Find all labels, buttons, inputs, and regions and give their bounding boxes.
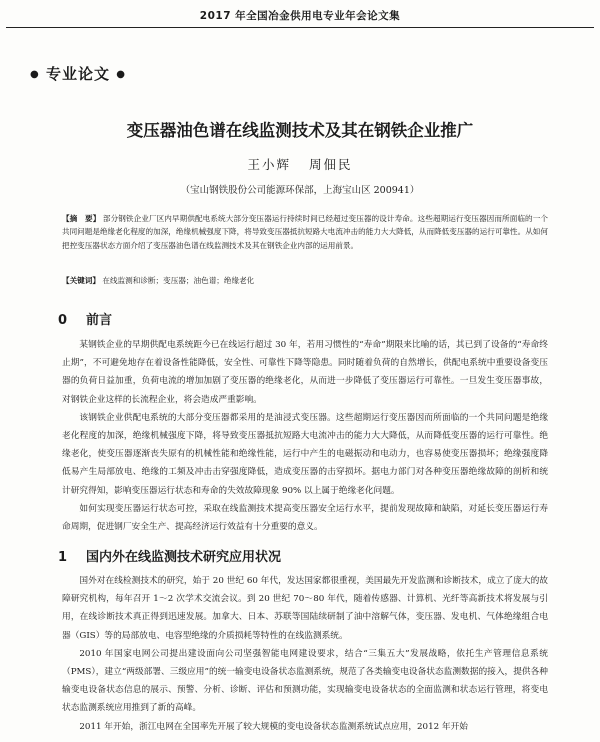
keywords-text: 在线监测和诊断；变压器；油色谱；绝缘老化 <box>102 276 255 285</box>
section-banner <box>30 63 126 84</box>
paper-title: 变压器油色谱在线监测技术及其在钢铁企业推广 <box>126 121 474 140</box>
header-rule <box>6 27 594 28</box>
section-number: 1 <box>58 550 68 565</box>
paragraph: 国外对在线检测技术的研究，始于 20 世纪 60 年代，发达国家都很重视，美国最先开发监测和诊断技术，成立了庞大的故障研究机构，每年召开 1～2 次学术交流会议。到 20 世纪 70～80 年代，随着传感器、计算机、光纤等高新技术将发展与引用，在线诊断技术真正得到迅速发展。加拿大、日本、苏联等国陆续研制了油中溶解气体，变压器、发电机、气体绝缘组合电器（GIS）等的局部放电、电容型绝缘的介质损耗等特性的在线监测系统。 <box>62 576 548 641</box>
authors <box>0 155 600 173</box>
author: 周佃民 <box>309 157 353 172</box>
section-banner-label: 专业论文 <box>45 65 110 83</box>
section-heading <box>58 546 281 565</box>
abstract <box>62 212 548 252</box>
bullet-right-icon: ● <box>116 69 126 80</box>
running-header: 2017 年全国冶金供用电专业年会论文集 <box>199 10 401 22</box>
keywords-label: 【关键词】 <box>62 276 100 285</box>
section-body <box>62 336 548 536</box>
paragraph: 如何实现变压器运行状态可控，采取在线监测技术提高变压器安全运行水平，提前发现故障和缺陷，对延长变压器运行寿命周期，促进钢厂安全生产、提高经济运行效益有十分重要的意义。 <box>62 503 548 533</box>
section-title: 前言 <box>86 313 113 328</box>
section-heading <box>58 309 112 328</box>
section-title: 国内外在线监测技术研究应用状况 <box>86 550 282 565</box>
paragraph: 2010 年国家电网公司提出建设面向公司坚强智能电网建设要求，结合“三集五大”发展战略，依托生产管理信息系统（PMS），建立“两级部署、三级应用”的统一输变电设备状态监测系统，规范了各类输变电设备状态监测数据的接入，提供各种输变电设备状态信息的展示、预警、分析、诊断、评估和预测功能，实现输变电设备状态的全面监测和状态运行管理，将变电状态监测系统应用推到了新的高峰。 <box>62 648 548 714</box>
paragraph: 该钢铁企业供配电系统的大部分变压器都采用的是油浸式变压器。这些超期运行变压器因而所面临的一个共同问题是绝缘老化程度的加深，绝缘机械强度下降，将导致变压器抵抗短路大电流冲击的能力大大降低，从而降低变压器的运行可靠性。绝缘老化，使变压器逐渐丧失原有的机械性能和绝缘性能，运行中产生的电磁振动和电动力，也容易使变压器损坏；绝缘强度降低易产生局部放电、绝缘的工频及冲击击穿强度降低，造成变压器的击穿损坏。据电力部门对各种变压器绝缘故障的剖析和统计研究得知，影响变压器运行状态和寿命的失效故障现象 90% 以上属于绝缘老化问题。 <box>62 412 548 496</box>
section-number: 0 <box>58 313 68 328</box>
keywords <box>62 274 548 287</box>
paragraph: 某钢铁企业的早期供配电系统距今已在线运行超过 30 年，若用习惯性的“寿命”期限来比喻的话，其已到了设备的“寿命终止期”，不可避免地存在着设备性能降低，安全性、可靠性下降等隐患。同时随着负荷的自然增长，供配电系统中重要设备变压器的负荷日益加重，负荷电流的增加加剧了变压器的绝缘老化，从而进一步降低了变压器运行可靠性。一旦发生变压器事故，对钢铁企业这样的长流程企业，将会造成严重影响。 <box>62 340 548 405</box>
abstract-text: 部分钢铁企业厂区内早期供配电系统大部分变压器运行持续时间已经超过变压器的设计寿命。这些超期运行变压器因而所面临的一个共同问题是绝缘老化程度的加深，绝缘机械强度下降，将导致变压器抵抗短路大电流冲击的能力大大降低，从而降低变压器的运行可靠性。从如何把控变压器状态方面介绍了变压器油色谱在线监测技术及其在钢铁企业内部的运用前景。 <box>62 214 549 250</box>
abstract-label: 【摘 要】 <box>62 214 101 223</box>
paragraph: 2011 年开始，浙江电网在全国率先开展了较大规模的变电设备状态监测系统试点应用，2012 年开始 <box>79 721 468 732</box>
affiliation: （宝山钢铁股份公司能源环保部，上海宝山区 200941） <box>180 185 420 196</box>
author: 王小辉 <box>247 157 291 172</box>
bullet-left-icon: ● <box>30 69 40 80</box>
section-body <box>62 572 548 736</box>
